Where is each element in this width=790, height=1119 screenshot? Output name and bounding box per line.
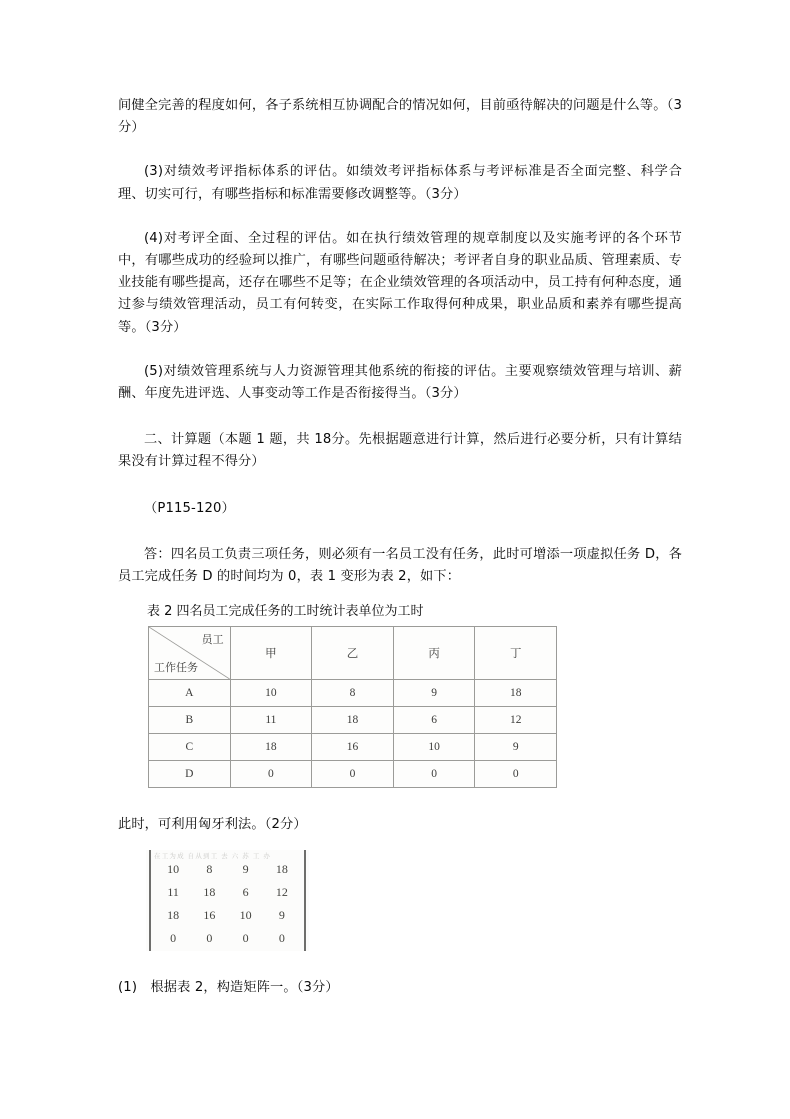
matrix-cell: 9 <box>278 908 285 923</box>
paragraph-spacer <box>118 788 682 814</box>
table-corner-cell <box>149 627 231 680</box>
table-cell: 6 <box>393 707 475 734</box>
matrix-cell: 6 <box>242 885 249 900</box>
table-column-header: 甲 <box>230 627 312 680</box>
matrix-row <box>155 881 300 904</box>
paragraph-spacer <box>118 951 682 977</box>
matrix-right-bracket-icon <box>304 850 306 951</box>
table-cell: 10 <box>230 680 312 707</box>
paragraph-spacer <box>118 206 682 228</box>
table-cell: 0 <box>393 761 475 788</box>
matrix-row <box>155 927 300 950</box>
table-cell: 12 <box>475 707 557 734</box>
table-cell: 18 <box>230 734 312 761</box>
matrix-cell: 18 <box>167 908 180 923</box>
page-reference: （P115-120） <box>144 500 235 516</box>
cost-matrix <box>146 850 309 951</box>
scan-bleed-through-text: 在工为成 自从到工 去 六 苏 工 办 <box>154 853 272 861</box>
matrix-cell: 18 <box>203 885 216 900</box>
matrix-cell: 0 <box>170 931 177 946</box>
matrix-cell: 9 <box>242 862 249 877</box>
table-corner-column-label: 员工 <box>201 634 224 647</box>
paragraph-continued: 间健全完善的程度如何，各子系统相互协调配合的情况如何，目前亟待解决的问题是什么等。（3分） <box>118 98 682 136</box>
table-caption: 表 2 四名员工完成任务的工时统计表单位为工时 <box>147 604 424 620</box>
matrix-cell: 0 <box>242 931 249 946</box>
matrix-row <box>155 858 300 881</box>
table-cell: 10 <box>393 734 475 761</box>
table-cell: 9 <box>475 734 557 761</box>
paragraph-answer: 答：四名员工负责三项任务，则必须有一名员工没有任务，此时可增添一项虚拟任务 D，各员工完成任务 D 的时间均为 0，表 1 变形为表 2，如下： <box>118 546 682 585</box>
table-row <box>149 707 557 734</box>
matrix-cell: 10 <box>167 862 180 877</box>
table-corner-row-label: 工作任务 <box>154 662 198 675</box>
matrix-row <box>155 904 300 927</box>
table-row <box>149 761 557 788</box>
table-column-header: 丙 <box>393 627 475 680</box>
matrix-cell: 0 <box>206 931 213 946</box>
paragraph-item-3: (3)对绩效考评指标体系的评估。如绩效考评指标体系与考评标准是否全面完整、科学合理、切实可行，有哪些指标和标准需要修改调整等。（3分） <box>118 164 682 202</box>
matrix-cell: 16 <box>203 908 216 923</box>
matrix-container <box>118 850 682 951</box>
table-row <box>149 734 557 761</box>
matrix-values-table <box>155 858 300 950</box>
paragraph-item-5: (5)对绩效管理系统与人力资源管理其他系统的衔接的评估。主要观察绩效管理与培训、薪酬、年度先进评选、人事变动等工作是否衔接得当。（3分） <box>118 363 682 402</box>
table-row-label: B <box>149 707 231 734</box>
paragraph-spacer <box>118 339 682 361</box>
matrix-cell: 11 <box>167 885 179 900</box>
table-cell: 0 <box>475 761 557 788</box>
paragraph-question-1: (1) 根据表 2，构造矩阵一。（3分） <box>118 980 339 996</box>
table-cell: 0 <box>230 761 312 788</box>
paragraph-item-4: (4)对考评全面、全过程的评估。如在执行绩效管理的规章制度以及实施考评的各个环节中，有哪些成功的经验珂以推广，有哪些问题亟待解决；考评者自身的职业品质、管理素质、专业技能有哪些提高，还存在哪些不足等；在企业绩效管理的各项活动中，员工持有何种态度，通过参与绩效管理活动，员工有何转变，在实际工作取得何种成果，职业品质和素养有哪些提高等。（3分） <box>118 230 682 335</box>
table-cell: 16 <box>312 734 394 761</box>
paragraph-spacer <box>118 588 682 601</box>
worktime-table <box>148 626 557 788</box>
table-header-row <box>149 627 557 680</box>
document-body <box>118 95 682 1000</box>
paragraph-spacer <box>118 139 682 161</box>
table-row-label: A <box>149 680 231 707</box>
matrix-cell: 0 <box>278 931 285 946</box>
matrix-cell: 18 <box>275 862 288 877</box>
paragraph-spacer <box>118 474 682 498</box>
table-cell: 18 <box>475 680 557 707</box>
table-column-header: 丁 <box>475 627 557 680</box>
matrix-cell: 8 <box>206 862 213 877</box>
table-cell: 11 <box>230 707 312 734</box>
table-row-label: D <box>149 761 231 788</box>
table-column-header: 乙 <box>312 627 394 680</box>
table-row <box>149 680 557 707</box>
table-cell: 0 <box>312 761 394 788</box>
paragraph-spacer <box>118 405 682 429</box>
matrix-cell: 10 <box>239 908 252 923</box>
matrix-cell: 12 <box>275 885 288 900</box>
matrix-left-bracket-icon <box>149 850 151 951</box>
table-cell: 8 <box>312 680 394 707</box>
paragraph-spacer <box>118 520 682 544</box>
table-row-label: C <box>149 734 231 761</box>
paragraph-hungarian-method: 此时，可利用匈牙利法。（2分） <box>118 817 307 833</box>
section-heading-computation: 二、计算题（本题 1 题，共 18分。先根据题意进行计算，然后进行必要分析，只有计算结果没有计算过程不得分） <box>118 432 682 470</box>
paragraph-spacer <box>118 836 682 846</box>
table-cell: 9 <box>393 680 475 707</box>
worktime-table-container <box>118 626 682 788</box>
table-cell: 18 <box>312 707 394 734</box>
